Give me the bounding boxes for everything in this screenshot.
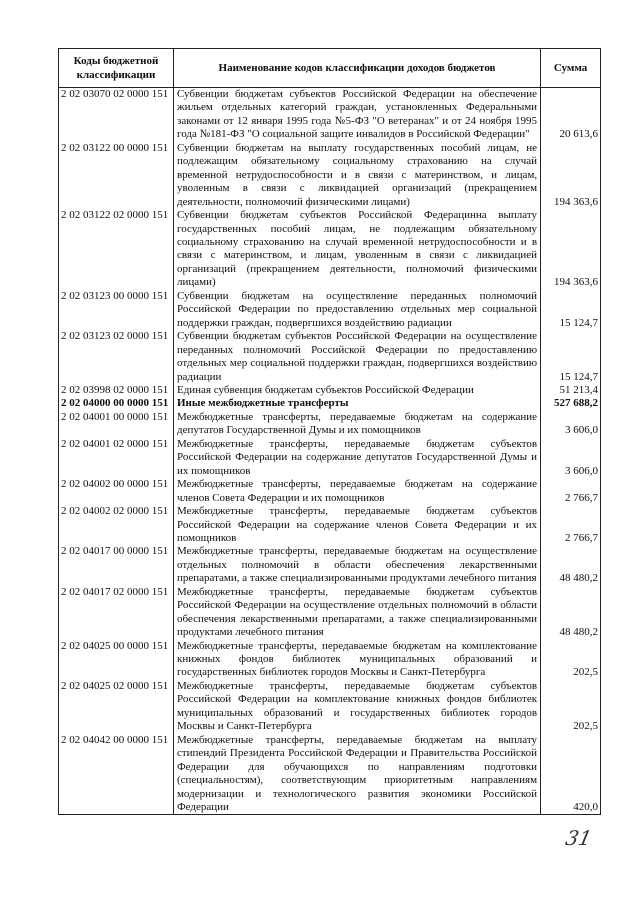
- row-code: 2 02 04017 02 0000 151: [59, 586, 174, 640]
- row-sum: 202,5: [541, 680, 601, 734]
- row-sum: 48 480,2: [541, 545, 601, 585]
- table-row: [59, 680, 601, 734]
- row-sum: 3 606,0: [541, 438, 601, 478]
- row-code: 2 02 03122 00 0000 151: [59, 142, 174, 209]
- table-row: [59, 640, 601, 680]
- row-sum: 3 606,0: [541, 411, 601, 438]
- row-code: 2 02 03123 00 0000 151: [59, 290, 174, 330]
- row-sum: 194 363,6: [541, 209, 601, 290]
- table-row: [59, 411, 601, 438]
- table-row: [59, 88, 601, 142]
- table-row: [59, 209, 601, 290]
- page-number: 31: [563, 826, 595, 850]
- budget-revenue-table: [58, 48, 601, 815]
- header-name: Наименование кодов классификации доходов бюджетов: [173, 49, 540, 88]
- row-sum: 194 363,6: [541, 142, 601, 209]
- row-name: Субвенции бюджетам субъектов Российской Федерации на обеспечение жильем отдельных категорий граждан, установленных Федеральными законами от 12 января 1995 года №5-ФЗ "О ветеранах" и от 24 ноября 1995 года №181-ФЗ "О социальной защите инвалидов в Российской Федерации": [173, 88, 540, 142]
- row-name: Межбюджетные трансферты, передаваемые бюджетам на выплату стипендий Президента Российской Федерации и Правительства Российской Федерации для обучающихся по направлениям подготовки (специальностям), соответствующим приоритетным направлениям модернизации и технологического развития экономики Российской Федерации: [173, 734, 540, 815]
- row-code: 2 02 04002 00 0000 151: [59, 478, 174, 505]
- row-code: 2 02 03123 02 0000 151: [59, 330, 174, 384]
- table-row: [59, 290, 601, 330]
- row-sum: 20 613,6: [541, 88, 601, 142]
- row-name: Иные межбюджетные трансферты: [173, 397, 540, 410]
- row-name: Субвенции бюджетам на осуществление переданных полномочий Российской Федерации по предоставлению отдельных мер социальной поддержки граждан, подвергшихся воздействию радиации: [173, 290, 540, 330]
- row-code: 2 02 03070 02 0000 151: [59, 88, 174, 142]
- row-code: 2 02 04002 02 0000 151: [59, 505, 174, 545]
- row-code: 2 02 04025 00 0000 151: [59, 640, 174, 680]
- table-row: [59, 397, 601, 410]
- row-name: Субвенции бюджетам на выплату государственных пособий лицам, не подлежащим обязательному социальному страхованию на случай временной нетрудоспособности и в связи с материнством, и лицам, уволенным в связи с ликвидацией организаций (прекращением деятельности, полномочий физическими лицами): [173, 142, 540, 209]
- row-name: Субвенции бюджетам субъектов Российской Федерацинна выплату государственных пособий лицам, не подлежащим обязательному социальному страхованию на случай временной нетрудоспособности и в связи с материнством, и лицам, уволенным в связи с ликвидацией организаций (прекращением деятельности, полномочий физическими лицами): [173, 209, 540, 290]
- header-sum: Сумма: [541, 49, 601, 88]
- table-row: [59, 734, 601, 815]
- row-sum: 15 124,7: [541, 290, 601, 330]
- row-code: 2 02 04000 00 0000 151: [59, 397, 174, 410]
- row-code: 2 02 04042 00 0000 151: [59, 734, 174, 815]
- table-row: [59, 438, 601, 478]
- row-name: Межбюджетные трансферты, передаваемые бюджетам субъектов Российской Федерации на содержание депутатов Государственной Думы и их помощников: [173, 438, 540, 478]
- row-code: 2 02 03998 02 0000 151: [59, 384, 174, 397]
- row-sum: 2 766,7: [541, 505, 601, 545]
- row-name: Межбюджетные трансферты, передаваемые бюджетам на комплектование книжных фондов библиотек муниципальных образований и государственных библиотек городов Москвы и Санкт-Петербурга: [173, 640, 540, 680]
- table-row: [59, 545, 601, 585]
- row-name: Субвенции бюджетам субъектов Российской Федерации на осуществление переданных полномочий Российской Федерации по предоставлению отдельных мер социальной поддержки граждан, подвергшихся воздействию радиации: [173, 330, 540, 384]
- table-row: [59, 330, 601, 384]
- table-row: [59, 478, 601, 505]
- row-sum: 48 480,2: [541, 586, 601, 640]
- row-name: Межбюджетные трансферты, передаваемые бюджетам на содержание депутатов Государственной Думы и их помощников: [173, 411, 540, 438]
- table-row: [59, 384, 601, 397]
- row-name: Межбюджетные трансферты, передаваемые бюджетам субъектов Российской Федерации на содержание членов Совета Федерации и их помощников: [173, 505, 540, 545]
- row-sum: 51 213,4: [541, 384, 601, 397]
- table-header-row: [59, 49, 601, 88]
- row-sum: 202,5: [541, 640, 601, 680]
- row-name: Межбюджетные трансферты, передаваемые бюджетам субъектов Российской Федерации на осуществление отдельных полномочий в области обеспечения лекарственными препаратами, а также специализированными продуктами лечебного питания: [173, 586, 540, 640]
- row-code: 2 02 04017 00 0000 151: [59, 545, 174, 585]
- table-row: [59, 142, 601, 209]
- row-name: Единая субвенция бюджетам субъектов Российской Федерации: [173, 384, 540, 397]
- table-row: [59, 505, 601, 545]
- table-body: [59, 88, 601, 815]
- table-row: [59, 586, 601, 640]
- row-sum: 527 688,2: [541, 397, 601, 410]
- row-sum: 420,0: [541, 734, 601, 815]
- row-code: 2 02 03122 02 0000 151: [59, 209, 174, 290]
- row-sum: 2 766,7: [541, 478, 601, 505]
- row-code: 2 02 04001 00 0000 151: [59, 411, 174, 438]
- row-name: Межбюджетные трансферты, передаваемые бюджетам на осуществление отдельных полномочий в области обеспечения лекарственными препаратами, а также специализированными продуктами лечебного питания: [173, 545, 540, 585]
- row-code: 2 02 04025 02 0000 151: [59, 680, 174, 734]
- row-sum: 15 124,7: [541, 330, 601, 384]
- row-name: Межбюджетные трансферты, передаваемые бюджетам на содержание членов Совета Федерации и их помощников: [173, 478, 540, 505]
- header-codes: Коды бюджетной классификации: [59, 49, 174, 88]
- row-code: 2 02 04001 02 0000 151: [59, 438, 174, 478]
- row-name: Межбюджетные трансферты, передаваемые бюджетам субъектов Российской Федерации на комплектование книжных фондов библиотек муниципальных образований и государственных библиотек городов Москвы и Санкт-Петербурга: [173, 680, 540, 734]
